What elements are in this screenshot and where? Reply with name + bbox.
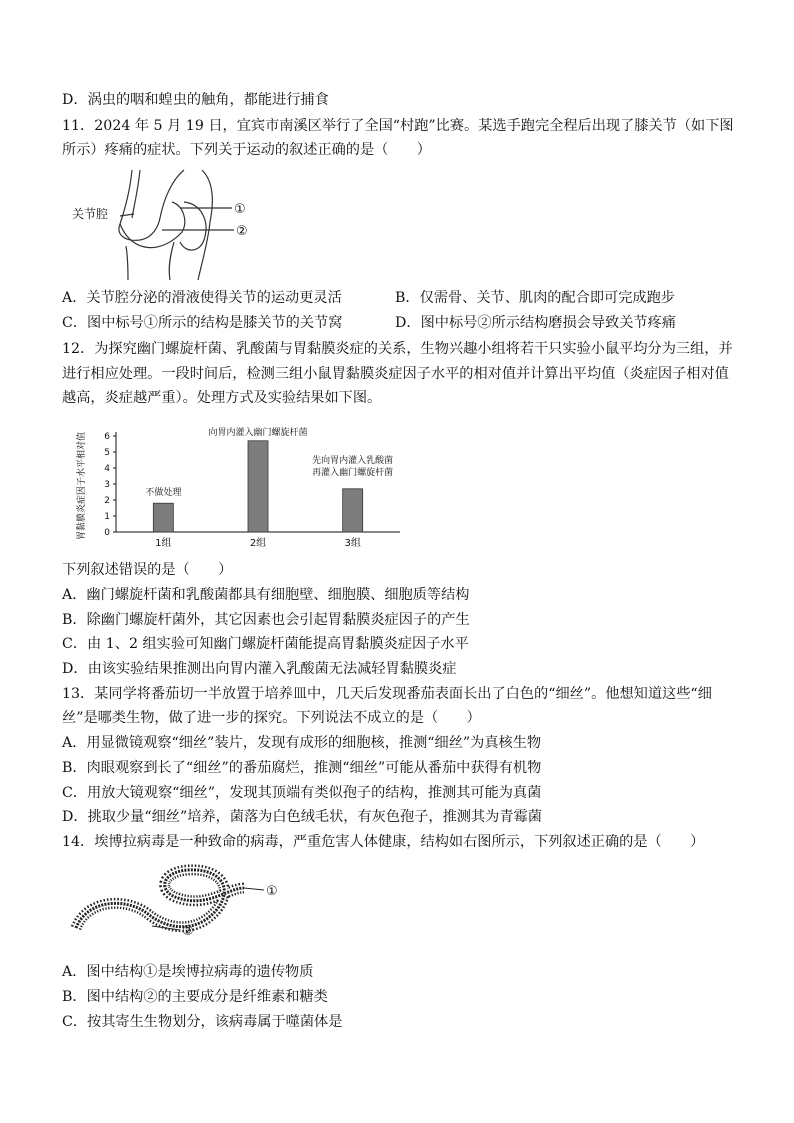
annotation-group-1: 不做处理 [145, 488, 182, 499]
q12-stem-line-1: 12．为探究幽门螺旋杆菌、乳酸菌与胃黏膜炎症的关系，生物兴趣小组将若干只实验小鼠平均分为三组，并 [62, 341, 733, 357]
marker-1: ① [234, 202, 246, 217]
annotation-group-2: 向胃内灌入幽门螺旋杆菌 [208, 428, 308, 438]
annotation-group-3-line-1: 先向胃内灌入乳酸菌 [312, 455, 394, 466]
q11-option-a: A．关节腔分泌的滑液使得关节的运动更灵活 [62, 290, 342, 306]
y-tick-label: 6 [104, 432, 110, 442]
q14-stem: 14．埃博拉病毒是一种致命的病毒，严重危害人体健康，结构如右图所示，下列叙述正确的是（ ） [62, 834, 705, 850]
y-tick-label: 2 [104, 496, 110, 506]
q12-option-d: D．由该实验结果推测出向胃内灌入乳酸菌无法减轻胃黏膜炎症 [62, 661, 457, 677]
q11-stem-line-1: 11．2024 年 5 月 19 日，宜宾市南溪区举行了全国“村跑”比赛。某选手跑完全程后出现了膝关节（如下图 [62, 118, 734, 134]
q11-option-c: C．图中标号①所示的结构是膝关节的关节窝 [62, 315, 343, 331]
y-tick-label: 3 [104, 480, 110, 490]
q12-question: 下列叙述错误的是（ ） [62, 562, 233, 578]
cavity-label: 关节腔 [72, 207, 109, 221]
marker-2: ② [236, 224, 248, 239]
knee-joint-figure [62, 162, 282, 282]
q10-option-d: D．涡虫的咽和蝗虫的触角，都能进行捕食 [62, 92, 329, 108]
joint-capsule-shape [120, 202, 185, 248]
q13-option-b: B．肉眼观察到长了“细丝”的番茄腐烂，推测“细丝”可能从番茄中获得有机物 [62, 760, 542, 776]
y-axis-label: 胃黏膜炎症因子水平相对值 [77, 431, 87, 541]
q13-option-a: A．用显微镜观察“细丝”装片，发现有成形的细胞核，推测“细丝”为真核生物 [62, 735, 542, 751]
leg-outline [198, 170, 212, 280]
x-tick-label-3: 3组 [344, 538, 361, 549]
bar-3 [343, 489, 363, 532]
y-tick-label: 1 [104, 512, 110, 522]
marker-1-pointer-line [244, 888, 264, 890]
q11-option-b: B．仅需骨、关节、肌肉的配合即可完成跑步 [395, 290, 675, 306]
y-tick-label: 5 [104, 448, 110, 458]
y-tick-label: 4 [104, 464, 110, 474]
y-tick-label: 0 [104, 528, 110, 538]
x-tick-label-2: 2组 [249, 538, 267, 549]
q13-stem-line-1: 13．某同学将番茄切一半放置于培养皿中，几天后发现番茄表面长出了白色的“细丝”。他想知道这些“细 [62, 686, 712, 702]
bar-1 [153, 503, 173, 532]
bar-2 [248, 441, 268, 532]
tibia-right-edge [169, 242, 174, 280]
q12-stem-line-3: 越高，炎症越严重）。处理方式及实验结果如下图。 [62, 390, 382, 406]
x-tick-label-1: 1组 [155, 538, 172, 549]
q13-option-c: C．用放大镜观察“细丝”，发现其顶端有类似孢子的结构，推测其可能为真菌 [62, 785, 542, 801]
q12-stem-line-2: 进行相应处理。一段时间后，检测三组小鼠胃黏膜炎症因子水平的相对值并计算出平均值（炎症因子相对值 [62, 366, 729, 382]
marker-2: ② [182, 924, 194, 939]
ebola-virus-figure [68, 858, 298, 948]
q14-option-b: B．图中结构②的主要成分是纤维素和糖类 [62, 989, 328, 1005]
q12-option-b: B．除幽门螺旋杆菌外，其它因素也会引起胃黏膜炎症因子的产生 [62, 612, 470, 628]
tibia-left-edge [126, 246, 128, 280]
q11-option-d: D．图中标号②所示结构磨损会导致关节疼痛 [395, 315, 676, 331]
q12-option-c: C．由 1、2 组实验可知幽门螺旋杆菌能提高胃黏膜炎症因子水平 [62, 636, 469, 652]
q14-option-a: A．图中结构①是埃博拉病毒的遗传物质 [62, 964, 314, 980]
q12-option-a: A．幽门螺旋杆菌和乳酸菌都具有细胞壁、细胞膜、细胞质等结构 [62, 587, 470, 603]
inflammation-bar-chart [70, 420, 410, 556]
q13-option-d: D．挑取少量“细丝”培养，菌落为白色绒毛状，有灰色孢子，推测其为青霉菌 [62, 809, 542, 825]
q13-stem-line-2: 丝”是哪类生物，做了进一步的探究。下列说法不成立的是（ ） [62, 710, 481, 726]
q14-option-c: C．按其寄生生物划分，该病毒属于噬菌体是 [62, 1014, 343, 1030]
marker-1: ① [266, 884, 278, 899]
femur-inner-line [132, 170, 140, 218]
annotation-group-3-line-2: 再灌入幽门螺旋杆菌 [312, 467, 394, 478]
q11-stem-line-2: 所示）疼痛的症状。下列关于运动的叙述正确的是（ ） [62, 142, 431, 158]
